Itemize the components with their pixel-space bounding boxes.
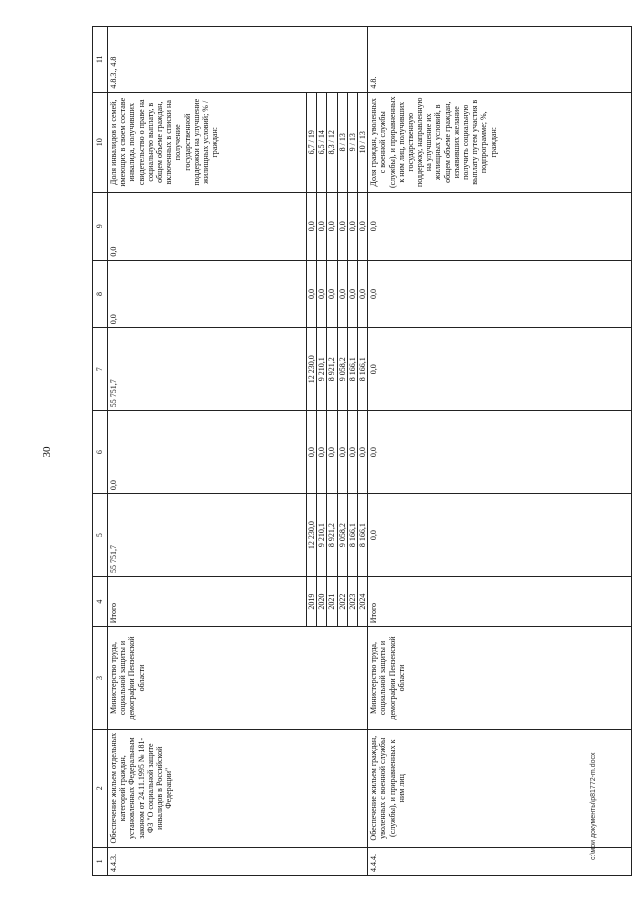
year-col6: 0,0	[307, 411, 317, 494]
year-col6: 0,0	[327, 411, 337, 494]
year-col10: 9 / 13	[347, 92, 357, 192]
col-number-3: 3	[93, 627, 108, 730]
year-col10: 10 / 13	[357, 92, 367, 192]
year-col6: 0,0	[317, 411, 327, 494]
year-col10: 8 / 13	[337, 92, 347, 192]
page-number: 30	[41, 446, 53, 458]
indicator-text: Доля инвалидов и семей, имеющих в своем составе инвалида, получивших свидетельство о праве на социальную выплату, в общем объеме граждан, включенных в списки на получение государственной поддержки на улучшение жилищных условий; % / граждан:	[108, 92, 307, 192]
row-number: 4.4.3.	[108, 847, 368, 875]
executor: Министерство труда, социальной защиты и демографии Пензенской области	[108, 627, 368, 730]
year-col5: 12 230,0	[307, 494, 317, 577]
year-col7: 8 921,2	[327, 328, 337, 411]
total-col8: 0,0	[108, 260, 307, 328]
total-col8: 0,0	[368, 260, 632, 328]
year-col6: 0,0	[337, 411, 347, 494]
year-col5: 9 058,2	[337, 494, 347, 577]
year-col10: 8,3 / 12	[327, 92, 337, 192]
total-col5: 0,0	[368, 494, 632, 577]
total-col6: 0,0	[368, 411, 632, 494]
year-col9: 0,0	[317, 192, 327, 260]
col-number-2: 2	[93, 729, 108, 847]
year-col9: 0,0	[357, 192, 367, 260]
col-number-10: 10	[93, 92, 108, 192]
executor: Министерство труда, социальной защиты и демографии Пензенской области	[368, 627, 632, 730]
year-col6: 0,0	[357, 411, 367, 494]
total-label: Итого	[108, 577, 307, 627]
year-col9: 0,0	[327, 192, 337, 260]
year-col6: 0,0	[347, 411, 357, 494]
year-col8: 0,0	[347, 260, 357, 328]
header-row	[93, 27, 108, 876]
year-label: 2023	[347, 577, 357, 627]
year-col7: 9 210,1	[317, 328, 327, 411]
col-number-11: 11	[93, 27, 108, 93]
col-number-1: 1	[93, 847, 108, 875]
indicator-text: Доля граждан, уволенных с военной службы (службы), и приравненных к ним лиц, получивших государственную поддержку, направленную на улучшение их жилищных условий, в общем объеме граждан, изъявивших желание получить социальную выплату путем участия в подпрограмме; %, граждан:	[368, 92, 632, 192]
year-col8: 0,0	[337, 260, 347, 328]
year-label: 2020	[317, 577, 327, 627]
year-col9: 0,0	[307, 192, 317, 260]
year-col7: 12 230,0	[307, 328, 317, 411]
year-col8: 0,0	[327, 260, 337, 328]
year-label: 2021	[327, 577, 337, 627]
col-number-5: 5	[93, 494, 108, 577]
col-number-7: 7	[93, 328, 108, 411]
total-col7: 0,0	[368, 328, 632, 411]
year-col5: 8 166,1	[347, 494, 357, 577]
year-col10: 6,5 / 14	[317, 92, 327, 192]
rotated-table-container	[92, 26, 632, 876]
col-number-9: 9	[93, 192, 108, 260]
year-col7: 8 166,1	[357, 328, 367, 411]
year-col5: 8 921,2	[327, 494, 337, 577]
year-col8: 0,0	[307, 260, 317, 328]
footer-file-path: c:\мои документы\p81772-m.docx	[590, 752, 597, 860]
reference: 4.8.3., 4.8	[108, 27, 368, 93]
program-table	[92, 26, 632, 876]
year-col10: 6,7 / 19	[307, 92, 317, 192]
row-number: 4.4.4.	[368, 847, 632, 875]
table-row	[108, 27, 307, 876]
year-col9: 0,0	[347, 192, 357, 260]
table-row	[368, 27, 632, 876]
year-col5: 9 210,1	[317, 494, 327, 577]
total-col5: 55 751,7	[108, 494, 307, 577]
total-label: Итого	[368, 577, 632, 627]
year-col8: 0,0	[357, 260, 367, 328]
reference: 4.8.	[368, 27, 632, 93]
col-number-4: 4	[93, 577, 108, 627]
total-col7: 55 751,7	[108, 328, 307, 411]
year-col5: 8 166,1	[357, 494, 367, 577]
activity-name: Обеспечение жильем отдельных категорий граждан, установленных Федеральным законом от 24.11.1995 № 181-ФЗ "О социальной защите инвалидов в Российской Федерации"	[108, 729, 368, 847]
year-col7: 8 166,1	[347, 328, 357, 411]
year-col8: 0,0	[317, 260, 327, 328]
year-col9: 0,0	[337, 192, 347, 260]
year-label: 2022	[337, 577, 347, 627]
year-col7: 9 058,2	[337, 328, 347, 411]
total-col6: 0,0	[108, 411, 307, 494]
year-label: 2024	[357, 577, 367, 627]
year-label: 2019	[307, 577, 317, 627]
activity-name: Обеспечение жильем граждан, уволенных с военной службы (службы), и приравненных к ним лиц	[368, 729, 632, 847]
col-number-6: 6	[93, 411, 108, 494]
total-col9: 0,0	[108, 192, 307, 260]
total-col9: 0,0	[368, 192, 632, 260]
col-number-8: 8	[93, 260, 108, 328]
